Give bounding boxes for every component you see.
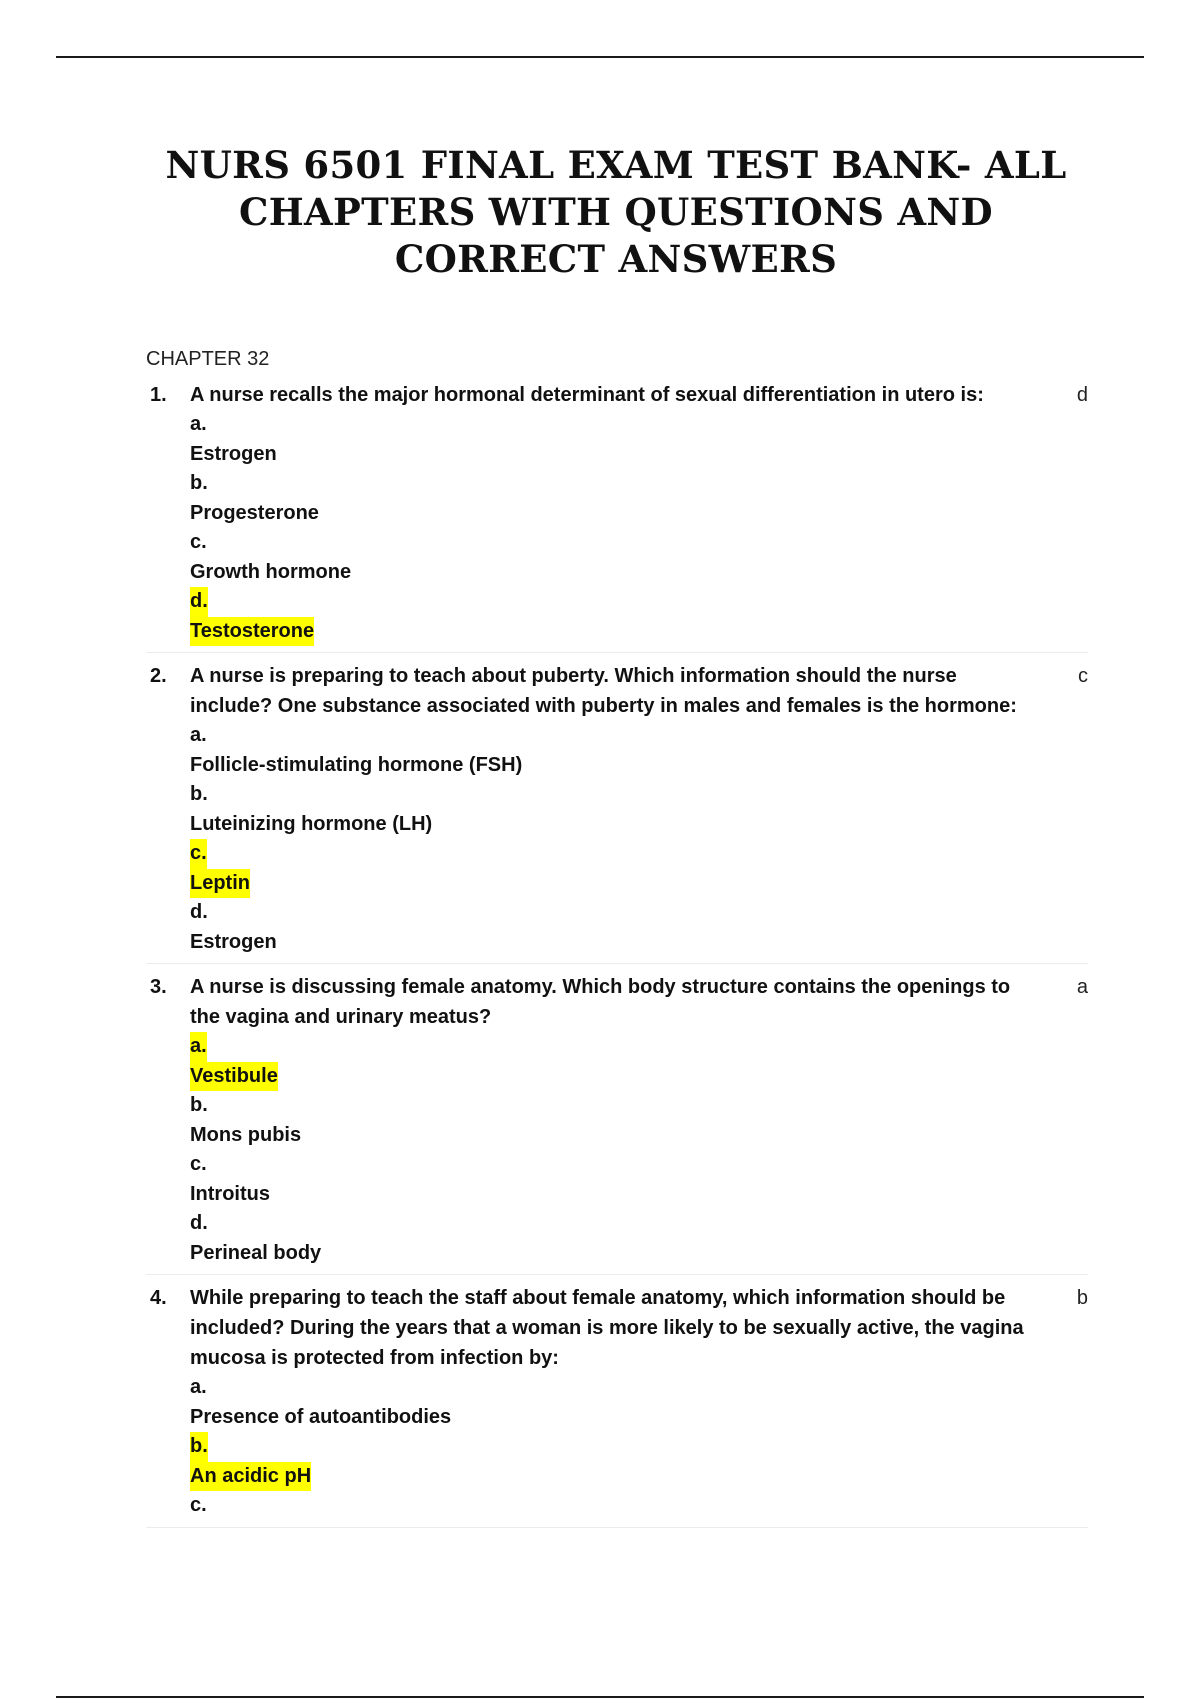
- chapter-heading: CHAPTER 32: [146, 348, 270, 370]
- question-list: [146, 380, 1088, 1536]
- correct-option-text: Testosterone: [190, 617, 1040, 647]
- title-line: NURS 6501 FINAL EXAM TEST BANK- ALL: [165, 143, 1067, 187]
- option-text: Presence of autoantibodies: [190, 1405, 452, 1428]
- correct-option-letter: a.: [190, 1032, 1040, 1062]
- answer-key: c: [1078, 665, 1088, 687]
- correct-option-letter: b.: [190, 1432, 1040, 1462]
- question-text: A nurse is discussing female anatomy. Which body structure contains the openings to the vagina and urinary meatus?: [190, 976, 1011, 1028]
- option-text: Estrogen: [190, 930, 277, 953]
- correct-option-text: An acidic pH: [190, 1462, 1040, 1492]
- title-line: CORRECT ANSWERS: [394, 237, 838, 281]
- option-letter: b.: [190, 472, 208, 494]
- option-letter: c.: [190, 1153, 207, 1175]
- question-item: [146, 972, 1088, 1275]
- question-text: While preparing to teach the staff about female anatomy, which information should be included? During the years that a woman is more likely to be sexually active, the vagina mucosa is protected from infection by:: [190, 1287, 1024, 1369]
- question-text: A nurse recalls the major hormonal determinant of sexual differentiation in utero is:: [190, 384, 984, 406]
- answer-key: b: [1076, 1287, 1088, 1309]
- question-text: A nurse is preparing to teach about puberty. Which information should the nurse include? One substance associated with puberty in males and females is the hormone:: [190, 665, 1017, 717]
- option-text: Follicle-stimulating hormone (FSH): [190, 753, 523, 776]
- option-letter: d.: [190, 1212, 208, 1234]
- answer-key: d: [1076, 384, 1088, 406]
- title-line: CHAPTERS WITH QUESTIONS AND: [239, 190, 993, 234]
- top-rule: [56, 56, 1144, 58]
- option-letter: a.: [190, 1376, 207, 1398]
- option-letter: d.: [190, 901, 208, 923]
- option-letter: c.: [190, 531, 207, 553]
- question-number: 3.: [150, 976, 167, 998]
- bottom-rule: [56, 1696, 1144, 1698]
- option-letter: b.: [190, 783, 208, 805]
- correct-option-letter: c.: [190, 839, 1040, 869]
- option-text: Estrogen: [190, 442, 277, 465]
- question-item: [146, 1283, 1088, 1528]
- question-item: [146, 661, 1088, 964]
- option-letter: a.: [190, 413, 207, 435]
- option-text: Progesterone: [190, 501, 319, 524]
- correct-option-letter: d.: [190, 587, 1040, 617]
- correct-option-text: Vestibule: [190, 1062, 1040, 1092]
- question-item: [146, 380, 1088, 653]
- option-letter: a.: [190, 724, 207, 746]
- question-number: 2.: [150, 665, 167, 687]
- option-text: Perineal body: [190, 1241, 322, 1264]
- option-text: Luteinizing hormone (LH): [190, 812, 433, 835]
- question-number: 1.: [150, 384, 167, 406]
- question-number: 4.: [150, 1287, 167, 1309]
- option-text: Mons pubis: [190, 1123, 302, 1146]
- option-letter: b.: [190, 1094, 208, 1116]
- option-text: Growth hormone: [190, 560, 352, 583]
- answer-key: a: [1076, 976, 1088, 998]
- document-title: [100, 142, 1132, 283]
- correct-option-text: Leptin: [190, 869, 1040, 899]
- option-text: Introitus: [190, 1182, 270, 1205]
- option-letter: c.: [190, 1494, 207, 1516]
